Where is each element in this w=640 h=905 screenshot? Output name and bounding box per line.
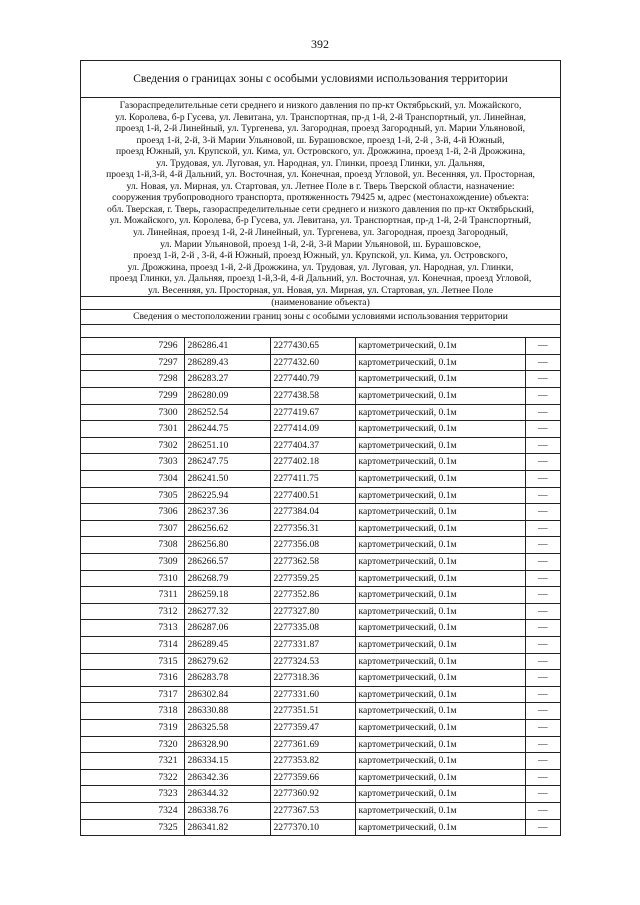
method-accuracy: картометрический, 0.1м [355,504,525,521]
y-coordinate: 2277432.60 [270,354,355,371]
x-coordinate: 286286.41 [184,338,270,355]
description-line: сооружения трубопроводного транспорта, протяженность 79425 м, адрес (местонахождение) объекта: [112,192,529,204]
x-coordinate: 286342.36 [184,769,270,786]
y-coordinate: 2277356.08 [270,537,355,554]
table-row [81,802,560,819]
method-accuracy: картометрический, 0.1м [355,802,525,819]
method-accuracy: картометрический, 0.1м [355,371,525,388]
method-accuracy: картометрический, 0.1м [355,354,525,371]
coordinates-table [81,337,560,835]
table-row [81,719,560,736]
method-accuracy: картометрический, 0.1м [355,719,525,736]
point-number: 7324 [81,802,184,819]
description-dash: — [525,719,560,736]
description-dash: — [525,620,560,637]
y-coordinate: 2277352.86 [270,587,355,604]
description-line: проезд 1-й, 2-й, 3-й Марии Ульяновой, ш. Бурашовское, проезд 1-й, 2-й , 3-й, 4-й Южный, [136,134,505,146]
x-coordinate: 286241.50 [184,471,270,488]
y-coordinate: 2277331.87 [270,636,355,653]
description-dash: — [525,736,560,753]
method-accuracy: картометрический, 0.1м [355,520,525,537]
method-accuracy: картометрический, 0.1м [355,338,525,355]
description-dash: — [525,819,560,835]
table-row [81,686,560,703]
table-row [81,421,560,438]
table-row [81,554,560,571]
description-line: проезд 1-й, 2-й , 3-й, 4-й Южный, проезд Южный, ул. Крупской, ул. Кима, ул. Островского, [133,250,508,262]
method-accuracy: картометрический, 0.1м [355,570,525,587]
method-accuracy: картометрический, 0.1м [355,736,525,753]
y-coordinate: 2277353.82 [270,753,355,770]
description-dash: — [525,487,560,504]
description-dash: — [525,537,560,554]
description-dash: — [525,520,560,537]
description-line: ул. Весенняя, ул. Просторная, ул. Новая, ул. Мирная, ул. Стартовая, ул. Летнее Поле [148,284,493,296]
point-number: 7300 [81,404,184,421]
y-coordinate: 2277367.53 [270,802,355,819]
table-row [81,487,560,504]
point-number: 7325 [81,819,184,835]
point-number: 7303 [81,454,184,471]
x-coordinate: 286338.76 [184,802,270,819]
description-dash: — [525,421,560,438]
table-row [81,338,560,355]
point-number: 7322 [81,769,184,786]
table-row [81,537,560,554]
description-dash: — [525,454,560,471]
description-dash: — [525,404,560,421]
x-coordinate: 286283.27 [184,371,270,388]
description-line: проезд Южный, ул. Крупской, ул. Кима, ул. Островского, ул. Дрожжина, проезд 1-й, 2-й Дрожжина, [115,146,526,158]
method-accuracy: картометрический, 0.1м [355,437,525,454]
point-number: 7313 [81,620,184,637]
x-coordinate: 286344.32 [184,786,270,803]
description-line: проезд 1-й,3-й, 4-й Дальний, ул. Восточная, ул. Конечная, проезд Угловой, ул. Весенняя, ул. Просторная, [106,169,535,181]
description-line: ул. Марии Ульяновой, проезд 1-й, 2-й, 3-й Марии Ульяновой, ш. Бурашовское, [160,238,481,250]
point-number: 7297 [81,354,184,371]
table-row [81,620,560,637]
description-dash: — [525,670,560,687]
y-coordinate: 2277356.31 [270,520,355,537]
description-dash: — [525,769,560,786]
table-row [81,504,560,521]
point-number: 7306 [81,504,184,521]
description-dash: — [525,686,560,703]
method-accuracy: картометрический, 0.1м [355,554,525,571]
description-line: ул. Можайского, ул. Королева, б-р Гусева, ул. Левитана, ул. Транспортная, пр-д 1-й, 2-й Транспортный, [109,215,532,227]
point-number: 7302 [81,437,184,454]
x-coordinate: 286302.84 [184,686,270,703]
y-coordinate: 2277402.18 [270,454,355,471]
point-number: 7309 [81,554,184,571]
x-coordinate: 286256.62 [184,520,270,537]
description-dash: — [525,802,560,819]
table-row [81,371,560,388]
method-accuracy: картометрический, 0.1м [355,487,525,504]
x-coordinate: 286225.94 [184,487,270,504]
description-dash: — [525,786,560,803]
x-coordinate: 286334.15 [184,753,270,770]
table-header-spacer [81,324,560,337]
table-row [81,520,560,537]
method-accuracy: картометрический, 0.1м [355,786,525,803]
table-row [81,437,560,454]
method-accuracy: картометрический, 0.1м [355,454,525,471]
point-number: 7310 [81,570,184,587]
x-coordinate: 286277.32 [184,603,270,620]
x-coordinate: 286289.45 [184,636,270,653]
zone-boundary-document [80,60,561,836]
table-row [81,587,560,604]
y-coordinate: 2277370.10 [270,819,355,835]
point-number: 7317 [81,686,184,703]
description-dash: — [525,388,560,405]
description-dash: — [525,636,560,653]
y-coordinate: 2277362.58 [270,554,355,571]
point-number: 7315 [81,653,184,670]
y-coordinate: 2277430.65 [270,338,355,355]
description-dash: — [525,471,560,488]
description-dash: — [525,338,560,355]
point-number: 7305 [81,487,184,504]
table-row [81,354,560,371]
point-number: 7323 [81,786,184,803]
table-row [81,570,560,587]
y-coordinate: 2277327.80 [270,603,355,620]
table-row [81,819,560,835]
y-coordinate: 2277384.04 [270,504,355,521]
x-coordinate: 286268.79 [184,570,270,587]
y-coordinate: 2277351.51 [270,703,355,720]
x-coordinate: 286289.43 [184,354,270,371]
method-accuracy: картометрический, 0.1м [355,819,525,835]
point-number: 7312 [81,603,184,620]
description-dash: — [525,570,560,587]
table-row [81,786,560,803]
x-coordinate: 286252.54 [184,404,270,421]
method-accuracy: картометрический, 0.1м [355,753,525,770]
point-number: 7320 [81,736,184,753]
y-coordinate: 2277331.60 [270,686,355,703]
description-dash: — [525,437,560,454]
point-number: 7316 [81,670,184,687]
point-number: 7311 [81,587,184,604]
y-coordinate: 2277419.67 [270,404,355,421]
method-accuracy: картометрический, 0.1м [355,686,525,703]
x-coordinate: 286244.75 [184,421,270,438]
x-coordinate: 286247.75 [184,454,270,471]
description-dash: — [525,603,560,620]
method-accuracy: картометрический, 0.1м [355,670,525,687]
point-number: 7314 [81,636,184,653]
point-number: 7304 [81,471,184,488]
method-accuracy: картометрический, 0.1м [355,620,525,637]
description-line: проезд Глинки, ул. Дальняя, проезд 1-й,3-й, 4-й Дальний, ул. Восточная, ул. Конечная, проезд Угловой, [109,273,532,285]
description-line: ул. Линейная, проезд 1-й, 2-й Линейный, ул. Тургенева, ул. Загородная, проезд Загородный, [132,227,509,239]
x-coordinate: 286280.09 [184,388,270,405]
point-number: 7318 [81,703,184,720]
method-accuracy: картометрический, 0.1м [355,404,525,421]
y-coordinate: 2277359.66 [270,769,355,786]
document-title: Сведения о границах зоны с особыми условиями использования территории [81,61,560,98]
x-coordinate: 286341.82 [184,819,270,835]
x-coordinate: 286266.57 [184,554,270,571]
y-coordinate: 2277335.08 [270,620,355,637]
method-accuracy: картометрический, 0.1м [355,603,525,620]
method-accuracy: картометрический, 0.1м [355,636,525,653]
point-number: 7296 [81,338,184,355]
table-row [81,404,560,421]
point-number: 7308 [81,537,184,554]
x-coordinate: 286259.18 [184,587,270,604]
y-coordinate: 2277400.51 [270,487,355,504]
method-accuracy: картометрический, 0.1м [355,587,525,604]
method-accuracy: картометрический, 0.1м [355,703,525,720]
x-coordinate: 286237.36 [184,504,270,521]
description-dash: — [525,587,560,604]
object-description [81,98,560,296]
description-dash: — [525,354,560,371]
point-number: 7321 [81,753,184,770]
x-coordinate: 286256.80 [184,537,270,554]
x-coordinate: 286251.10 [184,437,270,454]
point-number: 7299 [81,388,184,405]
y-coordinate: 2277361.69 [270,736,355,753]
description-dash: — [525,653,560,670]
table-row [81,653,560,670]
page-number: 392 [311,37,329,51]
x-coordinate: 286328.90 [184,736,270,753]
y-coordinate: 2277411.75 [270,471,355,488]
table-row [81,388,560,405]
object-name-note: (наименование объекта) [81,296,560,309]
method-accuracy: картометрический, 0.1м [355,653,525,670]
table-row [81,670,560,687]
description-line: Газораспределительные сети среднего и низкого давления по пр-кт Октябрьский, ул. Можайского, [119,100,522,111]
y-coordinate: 2277404.37 [270,437,355,454]
table-row [81,471,560,488]
table-row [81,636,560,653]
method-accuracy: картометрический, 0.1м [355,421,525,438]
description-dash: — [525,753,560,770]
point-number: 7298 [81,371,184,388]
table-row [81,753,560,770]
y-coordinate: 2277324.53 [270,653,355,670]
method-accuracy: картометрический, 0.1м [355,388,525,405]
table-row [81,454,560,471]
description-line: проезд 1-й, 2-й Линейный, ул. Тургенева, ул. Загородная, проезд Загородный, ул. Марии Ульяновой, [115,123,525,135]
point-number: 7301 [81,421,184,438]
table-row [81,736,560,753]
table-row [81,769,560,786]
description-line: ул. Новая, ул. Мирная, ул. Стартовая, ул. Летнее Поле в г. Тверь Тверской области, назначение: [126,180,515,192]
x-coordinate: 286325.58 [184,719,270,736]
description-dash: — [525,703,560,720]
location-section-title: Сведения о местоположении границ зоны с особыми условиями использования территории [81,309,560,324]
description-line: ул. Дрожжина, проезд 1-й, 2-й Дрожжина, ул. Трудовая, ул. Луговая, ул. Народная, ул. Глинки, [127,261,514,273]
table-row [81,703,560,720]
description-line: ул. Королева, б-р Гусева, ул. Левитана, ул. Транспортная, пр-д 1-й, 2-й Транспортный, ул. Линейная, [115,111,526,123]
y-coordinate: 2277360.92 [270,786,355,803]
description-dash: — [525,504,560,521]
point-number: 7307 [81,520,184,537]
x-coordinate: 286330.88 [184,703,270,720]
point-number: 7319 [81,719,184,736]
y-coordinate: 2277414.09 [270,421,355,438]
y-coordinate: 2277318.36 [270,670,355,687]
description-dash: — [525,371,560,388]
description-dash: — [525,554,560,571]
x-coordinate: 286287.06 [184,620,270,637]
x-coordinate: 286279.62 [184,653,270,670]
method-accuracy: картометрический, 0.1м [355,769,525,786]
method-accuracy: картометрический, 0.1м [355,537,525,554]
table-row [81,603,560,620]
y-coordinate: 2277440.79 [270,371,355,388]
x-coordinate: 286283.78 [184,670,270,687]
description-line: обл. Тверская, г. Тверь, газораспределительные сети среднего и низкого давления по пр-кт Октябрьский, [107,203,534,215]
description-line: ул. Трудовая, ул. Луговая, ул. Народная, ул. Глинки, проезд Глинки, ул. Дальняя, [156,157,485,169]
y-coordinate: 2277359.47 [270,719,355,736]
y-coordinate: 2277438.58 [270,388,355,405]
y-coordinate: 2277359.25 [270,570,355,587]
method-accuracy: картометрический, 0.1м [355,471,525,488]
